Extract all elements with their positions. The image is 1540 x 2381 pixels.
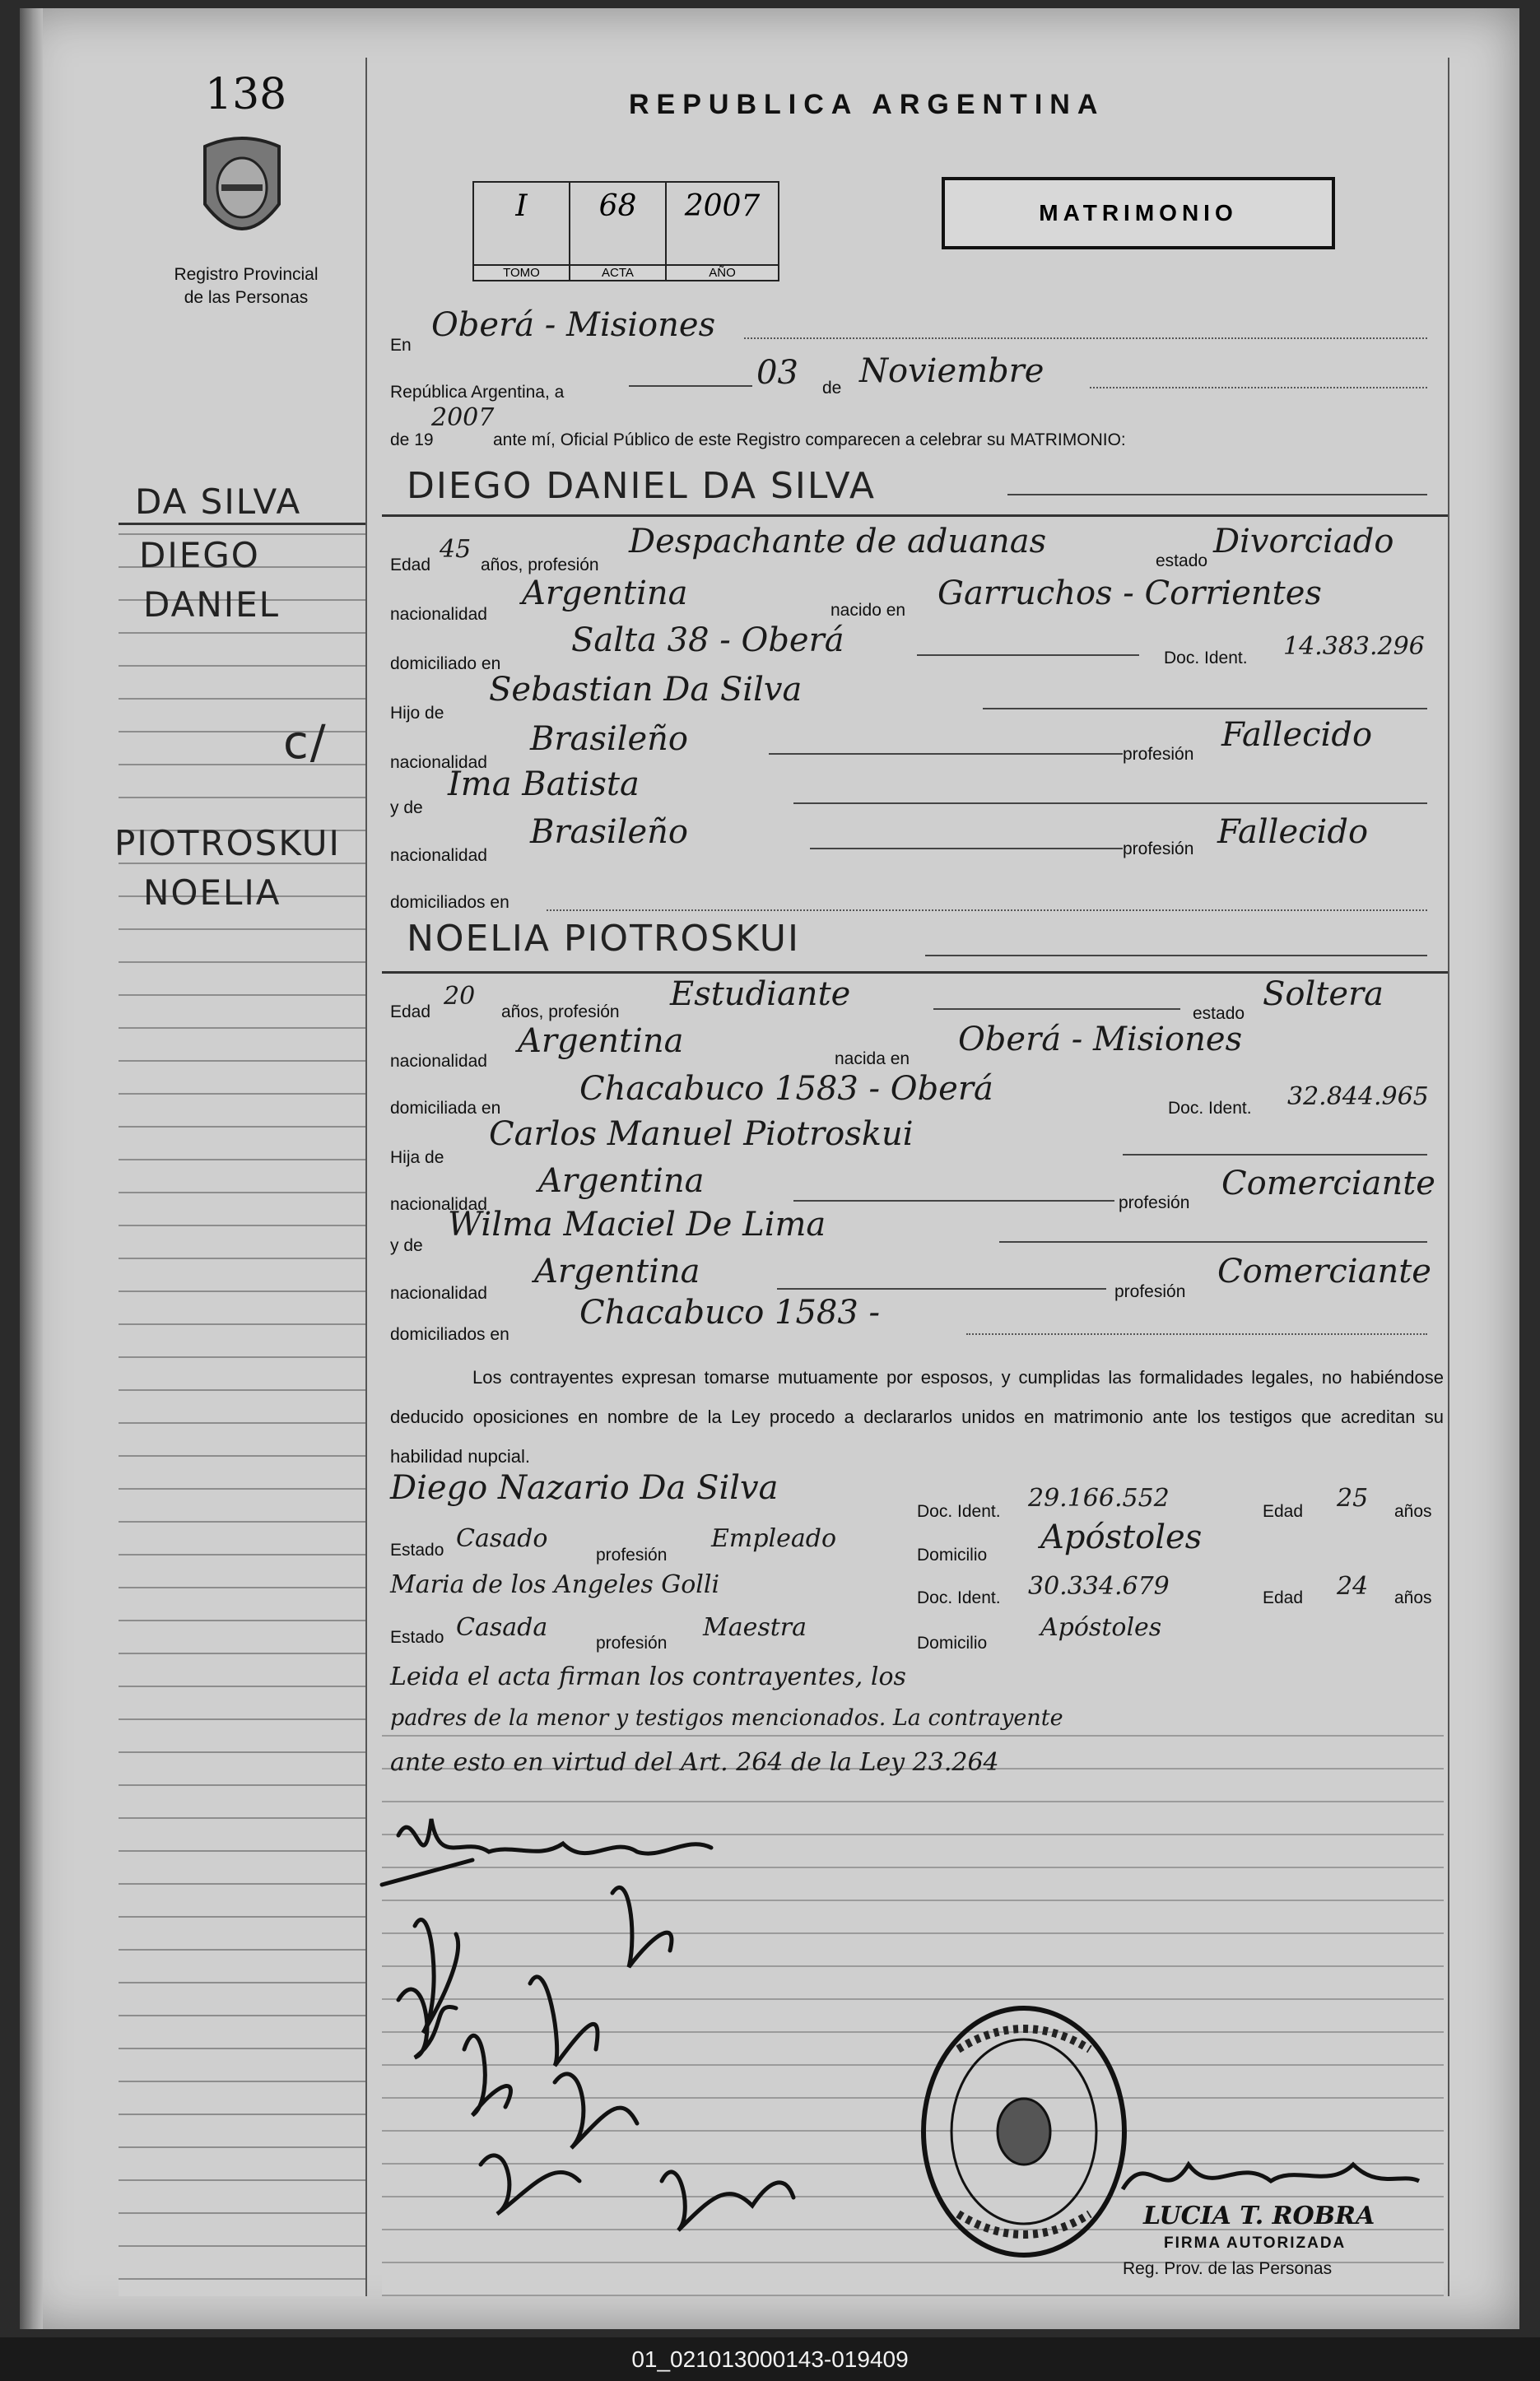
dotted-line [744,337,1427,339]
groom-domicile: Salta 38 - Oberá [571,621,844,659]
groom-dom-label: domiciliado en [390,654,501,673]
groom-mother-prof-label: profesión [1123,839,1194,858]
witness-2-domicile: Apóstoles [1040,1613,1162,1642]
republica-label: República Argentina, a [390,383,565,402]
margin-ruled-lines [119,502,365,2296]
line [769,753,1123,755]
bride-nationality: Argentina [518,1022,684,1060]
witness-1-anos-label: años [1394,1502,1432,1521]
bride-parents-domicile: Chacabuco 1583 - [579,1294,881,1332]
witness-2-doc-label: Doc. Ident. [917,1588,1001,1607]
groom-doms-label: domiciliados en [390,893,509,912]
margin-bride-surname: PIOTROSKUI [114,823,341,863]
groom-yde-label: y de [390,798,423,817]
line [999,1241,1427,1243]
groom-mother-profession: Fallecido [1217,813,1369,851]
groom-estado-label: estado [1156,551,1208,570]
bride-mother: Wilma Maciel De Lima [448,1206,826,1244]
groom-mother-nat-label: nacionalidad [390,846,487,865]
witness-2-edad-label: Edad [1263,1588,1304,1607]
witness-1-doc-label: Doc. Ident. [917,1502,1001,1521]
witness-2-profession: Maestra [703,1613,807,1642]
bride-mother-prof-label: profesión [1114,1282,1186,1301]
tomo-cell: I TOMO [472,181,570,281]
bride-mother-profession: Comerciante [1217,1253,1431,1290]
place: Oberá - Misiones [431,306,716,344]
dotted-line [547,909,1427,911]
witness-1-domicilio-label: Domicilio [917,1546,988,1565]
margin-groom-given1: DIEGO [139,535,260,575]
witness-2-estado: Casada [456,1613,548,1642]
ano-cell: 2007 AÑO [665,181,779,281]
groom-hijo-label: Hijo de [390,704,444,723]
groom-father-prof-label: profesión [1123,745,1194,764]
witness-2-estado-label: Estado [390,1628,444,1647]
line [777,1288,1106,1290]
witness-1-domicile: Apóstoles [1040,1518,1203,1556]
witness-2-prof-label: profesión [596,1634,668,1653]
line [1007,494,1427,495]
line [810,848,1123,849]
right-border [1448,58,1449,2296]
margin-groom-given2: DANIEL [143,584,281,625]
witness-1-edad-label: Edad [1263,1502,1304,1521]
groom-profession: Despachante de aduanas [629,523,1047,560]
bride-father-profession: Comerciante [1221,1165,1435,1202]
official-line-2: Reg. Prov. de las Personas [1123,2259,1333,2278]
bride-edad-label: Edad [390,1002,431,1021]
groom-father-nat-label: nacionalidad [390,753,487,772]
line [629,385,752,387]
line [983,708,1427,709]
bride-father-prof-label: profesión [1119,1193,1190,1212]
line [1123,1154,1427,1156]
bride-hija-label: Hija de [390,1148,444,1167]
witness-2-domicilio-label: Domicilio [917,1634,988,1653]
line [793,1200,1114,1202]
note-line-2: padres de la menor y testigos mencionados. La contrayente [390,1705,1063,1731]
bride-estado: Soltera [1263,975,1384,1013]
groom-father-nationality: Brasileño [530,720,688,758]
bride-mother-nat-label: nacionalidad [390,1284,487,1303]
groom-father-profession: Fallecido [1221,716,1373,754]
groom-nac-label: nacionalidad [390,605,487,624]
bride-dom-label: domiciliada en [390,1099,501,1118]
witness-1-estado-label: Estado [390,1541,444,1560]
line [925,955,1427,956]
groom-nacido-label: nacido en [830,601,906,620]
line [119,523,365,525]
note-line-1: Leida el acta firman los contrayentes, los [390,1663,906,1691]
page-number: 138 [205,70,287,119]
groom-name: DIEGO DANIEL DA SILVA [407,465,876,507]
de-label: de [822,379,842,398]
footer-id: 01_021013000143-019409 [0,2337,1540,2381]
official-name: LUCIA T. ROBRA [1143,2202,1375,2230]
witness-2-anos-label: años [1394,1588,1432,1607]
bride-doc: 32.844.965 [1287,1082,1429,1111]
line [933,1008,1180,1010]
margin-groom-surname: DA SILVA [135,481,302,522]
groom-edad-label: Edad [390,556,431,574]
intro-text: ante mí, Oficial Público de este Registro comparecen a celebrar su MATRIMONIO: [493,430,1126,449]
bride-nacida-label: nacida en [835,1049,910,1068]
bride-age: 20 [444,982,476,1011]
book-binding [20,8,43,2329]
groom-mother-nationality: Brasileño [530,813,688,851]
month: Noviembre [859,352,1045,390]
dotted-line [966,1333,1427,1335]
matrimonio-title-box: MATRIMONIO [942,177,1335,249]
groom-prof-label: años, profesión [481,556,599,574]
official-seal-icon [917,2000,1131,2263]
groom-estado: Divorciado [1213,523,1394,560]
year: 2007 [431,403,495,432]
line [382,971,1448,974]
groom-doc-label: Doc. Ident. [1164,649,1248,667]
witness-2-name: Maria de los Angeles Golli [390,1570,720,1599]
groom-father: Sebastian Da Silva [489,671,803,709]
witness-1-name: Diego Nazario Da Silva [390,1469,779,1507]
official-line-1: FIRMA AUTORIZADA [1164,2235,1347,2252]
witness-2-age: 24 [1337,1572,1369,1601]
bride-birthplace: Oberá - Misiones [958,1021,1243,1058]
margin-connector: c/ [283,716,328,770]
bride-prof-label: años, profesión [501,1002,620,1021]
en-label: En [390,336,412,355]
bride-father-nationality: Argentina [538,1162,705,1200]
bride-name: NOELIA PIOTROSKUI [407,918,800,960]
groom-age: 45 [440,535,472,564]
line [793,802,1427,804]
witness-1-prof-label: profesión [596,1546,668,1565]
witness-2-doc: 30.334.679 [1028,1572,1170,1601]
document-page [20,8,1519,2329]
line [382,514,1448,517]
witness-1-doc: 29.166.552 [1028,1484,1170,1513]
groom-birthplace: Garruchos - Corrientes [937,574,1322,612]
year-prefix: de 19 [390,430,434,449]
declaration-text: Los contrayentes expresan tomarse mutuamente por esposos, y cumplidas las formalidades legales, no habiéndose deducido oposiciones en nombre de la Ley procedo a declararlos unidos en matrimonio ante los testigos que acreditan su habilidad nupcial. [390,1367,1444,1467]
groom-nationality: Argentina [522,574,688,612]
country-heading: REPUBLICA ARGENTINA [629,89,1105,120]
witness-1-estado: Casado [456,1524,548,1553]
bride-mother-nationality: Argentina [534,1253,700,1290]
groom-doc: 14.383.296 [1283,632,1425,661]
margin-bride-given: NOELIA [143,872,281,913]
registry-name: Registro Provincial de las Personas [174,265,319,307]
bride-nac-label: nacionalidad [390,1052,487,1071]
day: 03 [756,354,798,392]
bride-estado-label: estado [1193,1004,1245,1023]
groom-mother: Ima Batista [448,765,640,803]
bride-father-nat-label: nacionalidad [390,1195,487,1214]
line [917,654,1139,656]
bride-domicile: Chacabuco 1583 - Oberá [579,1070,993,1108]
acta-cell: 68 ACTA [569,181,667,281]
bride-father: Carlos Manuel Piotroskui [489,1115,914,1153]
bride-yde-label: y de [390,1236,423,1255]
bride-parents-dom-label: domiciliados en [390,1325,509,1344]
note-line-3: ante esto en virtud del Art. 264 de la Ley 23.264 [390,1748,999,1777]
bride-profession: Estudiante [670,975,851,1013]
witness-1-age: 25 [1337,1484,1369,1513]
bride-doc-label: Doc. Ident. [1168,1099,1252,1118]
witness-1-profession: Empleado [711,1524,837,1553]
dotted-line [1090,387,1427,388]
coat-of-arms-icon [188,130,295,253]
